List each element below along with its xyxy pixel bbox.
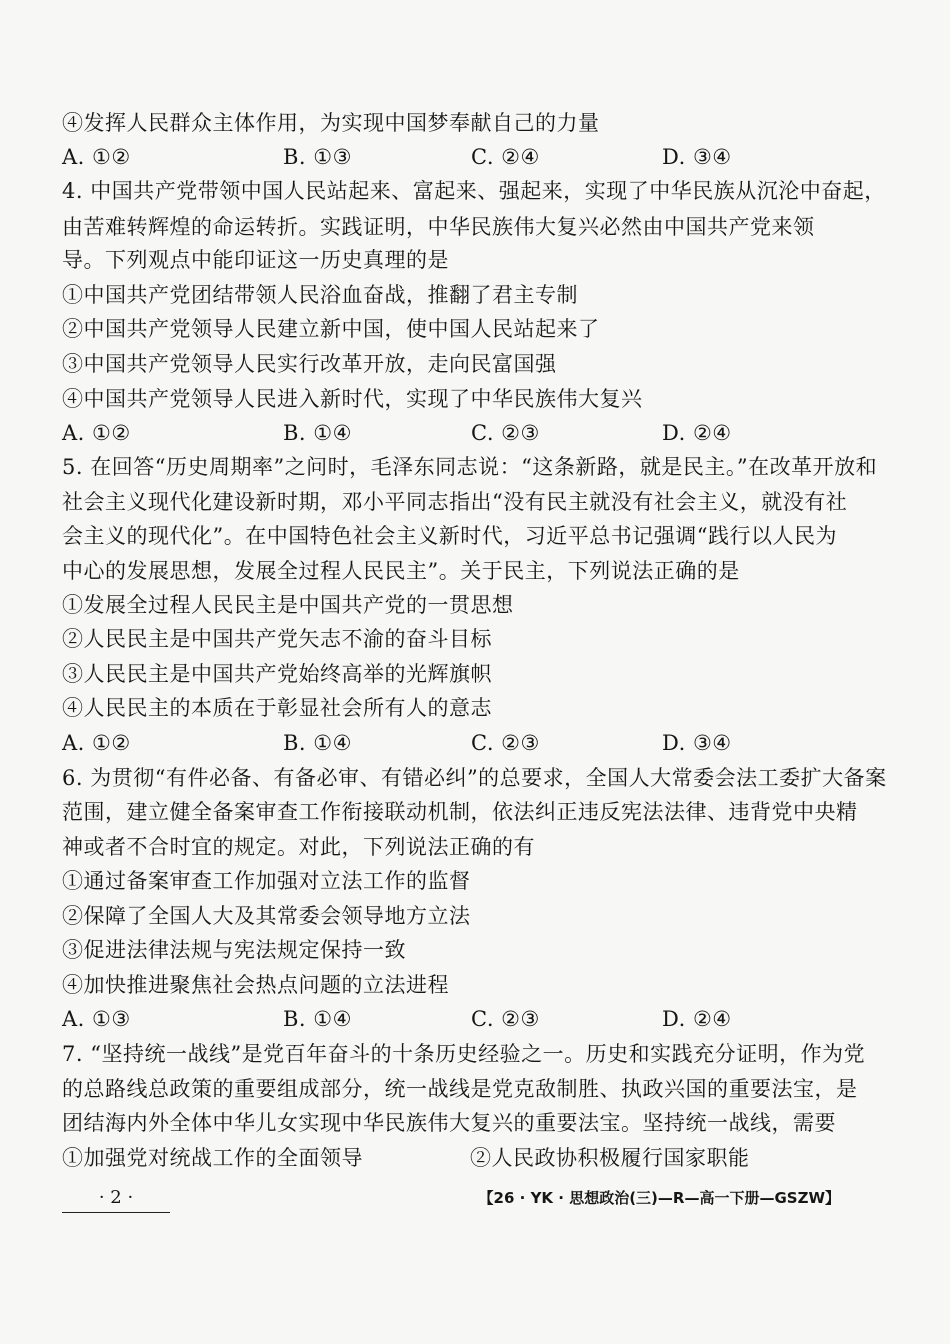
question-7-stem-line-2: 的总路线总政策的重要组成部分，统一战线是党克敌制胜、执政兴国的重要法宝，是 [62, 1077, 858, 1101]
question-5-options [0, 728, 950, 758]
question-5-item-3: ③人民民主是中国共产党始终高举的光辉旗帜 [62, 662, 492, 686]
option-b: B. ①④ [283, 421, 352, 445]
question-5-stem-line-3: 会主义的现代化”。在中国特色社会主义新时代，习近平总书记强调“践行以人民为 [62, 524, 837, 548]
option-a: A. ①③ [62, 1007, 131, 1031]
question-4-stem-line-2: 由苦难转辉煌的命运转折。实践证明，中华民族伟大复兴必然由中国共产党来领 [62, 215, 815, 239]
exam-code: 【26 · YK · 思想政治(三)—R—高一下册—GSZW】 [478, 1189, 840, 1207]
question-6-stem-line-2: 范围，建立健全备案审查工作衔接联动机制，依法纠正违反宪法法律、违背党中央精 [62, 800, 858, 824]
option-d: D. ③④ [662, 145, 732, 169]
question-7-item-2: ②人民政协积极履行国家职能 [470, 1146, 750, 1170]
question-5-item-4: ④人民民主的本质在于彰显社会所有人的意志 [62, 696, 492, 720]
question-4-item-3: ③中国共产党领导人民实行改革开放，走向民富国强 [62, 352, 557, 376]
question-5-item-2: ②人民民主是中国共产党矢志不渝的奋斗目标 [62, 627, 492, 651]
option-d: D. ②④ [662, 1007, 732, 1031]
question-4-stem-line-1: 4. 中国共产党带领中国人民站起来、富起来、强起来，实现了中华民族从沉沦中奋起， [62, 179, 886, 203]
question-3-item-4: ④发挥人民群众主体作用，为实现中国梦奉献自己的力量 [62, 111, 600, 135]
option-a: A. ①② [62, 421, 131, 445]
option-c: C. ②③ [471, 731, 540, 755]
option-c: C. ②④ [471, 145, 540, 169]
question-7-stem-line-1: 7. “坚持统一战线”是党百年奋斗的十条历史经验之一。历史和实践充分证明，作为党 [62, 1042, 866, 1066]
question-4-item-2: ②中国共产党领导人民建立新中国，使中国人民站起来了 [62, 317, 600, 341]
question-4-item-1: ①中国共产党团结带领人民浴血奋战，推翻了君主专制 [62, 283, 578, 307]
question-7-item-1: ①加强党对统战工作的全面领导 [62, 1146, 363, 1170]
option-a: A. ①② [62, 145, 131, 169]
option-b: B. ①④ [283, 731, 352, 755]
question-3-options [0, 142, 950, 172]
question-7-items [0, 1143, 950, 1173]
option-a: A. ①② [62, 731, 131, 755]
question-5-stem-line-4: 中心的发展思想，发展全过程人民民主”。关于民主，下列说法正确的是 [62, 559, 740, 583]
question-6-item-4: ④加快推进聚焦社会热点问题的立法进程 [62, 973, 449, 997]
question-6-item-1: ①通过备案审查工作加强对立法工作的监督 [62, 869, 471, 893]
option-b: B. ①③ [283, 145, 352, 169]
option-d: D. ②④ [662, 421, 732, 445]
question-4-stem-line-3: 导。下列观点中能印证这一历史真理的是 [62, 248, 449, 272]
page-footer [0, 1184, 950, 1214]
option-c: C. ②③ [471, 421, 540, 445]
question-6-item-3: ③促进法律法规与宪法规定保持一致 [62, 938, 406, 962]
question-5-item-1: ①发展全过程人民民主是中国共产党的一贯思想 [62, 593, 514, 617]
question-6-item-2: ②保障了全国人大及其常委会领导地方立法 [62, 904, 471, 928]
question-6-stem-line-1: 6. 为贯彻“有件必备、有备必审、有错必纠”的总要求，全国人大常委会法工委扩大备案 [62, 766, 887, 790]
option-d: D. ③④ [662, 731, 732, 755]
question-6-stem-line-3: 神或者不合时宜的规定。对此，下列说法正确的有 [62, 835, 535, 859]
question-7-stem-line-3: 团结海内外全体中华儿女实现中华民族伟大复兴的重要法宝。坚持统一战线，需要 [62, 1111, 836, 1135]
option-c: C. ②③ [471, 1007, 540, 1031]
question-6-options [0, 1004, 950, 1034]
option-b: B. ①④ [283, 1007, 352, 1031]
question-4-options [0, 418, 950, 448]
question-5-stem-line-2: 社会主义现代化建设新时期，邓小平同志指出“没有民主就没有社会主义，就没有社 [62, 490, 848, 514]
page-number: · 2 · [62, 1184, 170, 1213]
question-5-stem-line-1: 5. 在回答“历史周期率”之问时，毛泽东同志说：“这条新路，就是民主。”在改革开放和 [62, 455, 878, 479]
question-4-item-4: ④中国共产党领导人民进入新时代，实现了中华民族伟大复兴 [62, 387, 643, 411]
